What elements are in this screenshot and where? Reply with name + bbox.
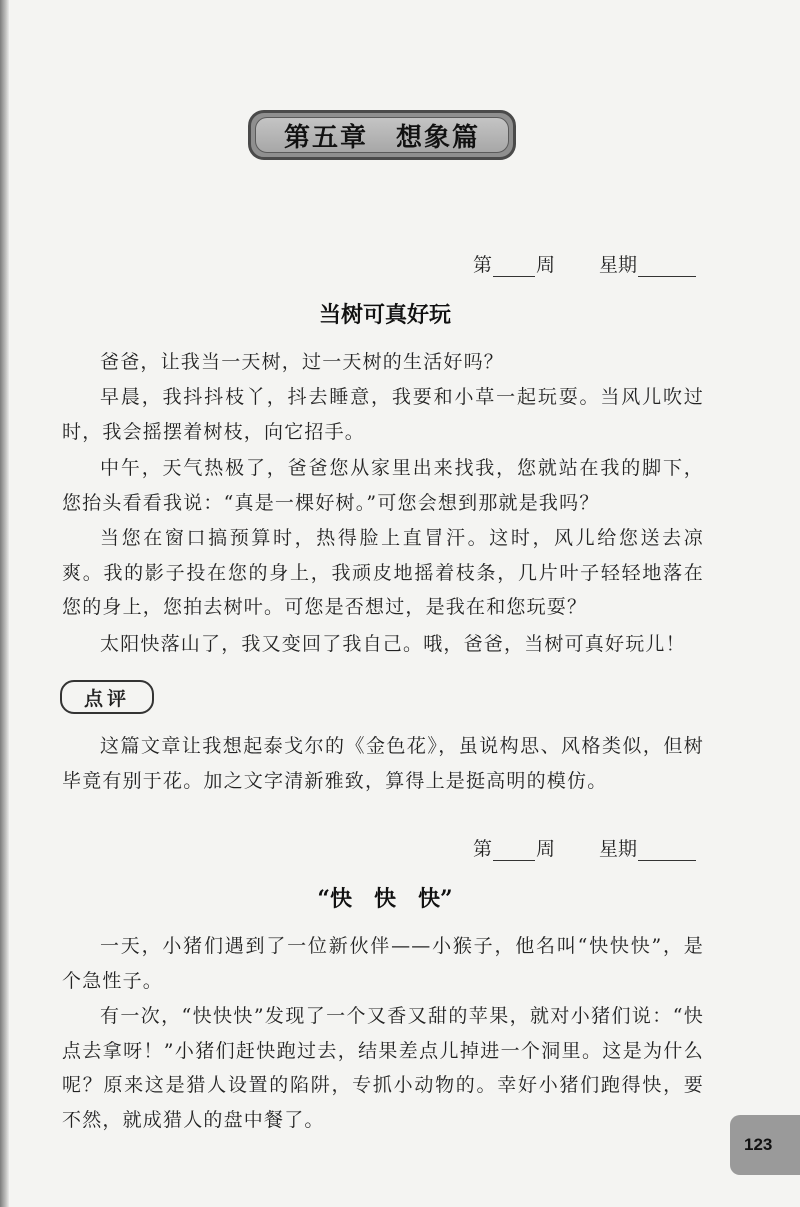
comment-text: 这篇文章让我想起泰戈尔的《金色花》，虽说构思、风格类似，但树毕竟有别于花。加之文字清新雅致，算得上是挺高明的模仿。 bbox=[62, 735, 704, 792]
paragraph: 中午，天气热极了，爸爸您从家里出来找我，您就站在我的脚下，您抬头看看我说：“真是一棵好树。”可您会想到那就是我吗？ bbox=[62, 457, 704, 514]
week-fill-line bbox=[473, 834, 696, 861]
page-binding-edge bbox=[0, 0, 9, 1207]
page-number-tab bbox=[730, 1115, 800, 1175]
week-label: 第 bbox=[473, 838, 493, 860]
article-title: 当树可真好玩 bbox=[318, 302, 451, 328]
weekday-label: 星期 bbox=[599, 254, 638, 276]
chapter-heading-box bbox=[248, 110, 516, 160]
article-title: “快 快 快” bbox=[317, 886, 453, 912]
week-suffix: 周 bbox=[536, 254, 556, 276]
comment-label: 点评 bbox=[60, 680, 154, 714]
paragraph: 早晨，我抖抖枝丫，抖去睡意，我要和小草一起玩耍。当风儿吹过时，我会摇摆着树枝，向它招手。 bbox=[62, 386, 704, 443]
week-blank bbox=[493, 842, 535, 861]
page-number: 123 bbox=[744, 1135, 773, 1154]
paragraph: 爸爸，让我当一天树，过一天树的生活好吗？ bbox=[100, 351, 505, 373]
weekday-blank bbox=[638, 842, 696, 861]
week-label: 第 bbox=[473, 254, 493, 276]
paragraph: 太阳快落山了，我又变回了我自己。哦，爸爸，当树可真好玩儿！ bbox=[100, 633, 686, 655]
paragraph: 当您在窗口搞预算时，热得脸上直冒汗。这时，风儿给您送去凉爽。我的影子投在您的身上，我顽皮地摇着枝条，几片叶子轻轻地落在您的身上，您拍去树叶。可您是否想过，是我在和您玩耍？ bbox=[62, 527, 704, 618]
chapter-title: 第五章 想象篇 bbox=[283, 122, 480, 153]
weekday-blank bbox=[638, 258, 696, 277]
week-blank bbox=[493, 258, 535, 277]
week-fill-line bbox=[473, 250, 696, 277]
weekday-label: 星期 bbox=[599, 838, 638, 860]
paragraph: 一天，小猪们遇到了一位新伙伴——小猴子，他名叫“快快快”，是个急性子。 bbox=[62, 935, 704, 992]
week-suffix: 周 bbox=[536, 838, 556, 860]
paragraph: 有一次，“快快快”发现了一个又香又甜的苹果，就对小猪们说：“快点去拿呀！”小猪们赶快跑过去，结果差点儿掉进一个洞里。这是为什么呢？原来这是猎人设置的陷阱，专抓小动物的。幸好小猪们跑得快，要不然，就成猎人的盘中餐了。 bbox=[62, 1005, 704, 1131]
